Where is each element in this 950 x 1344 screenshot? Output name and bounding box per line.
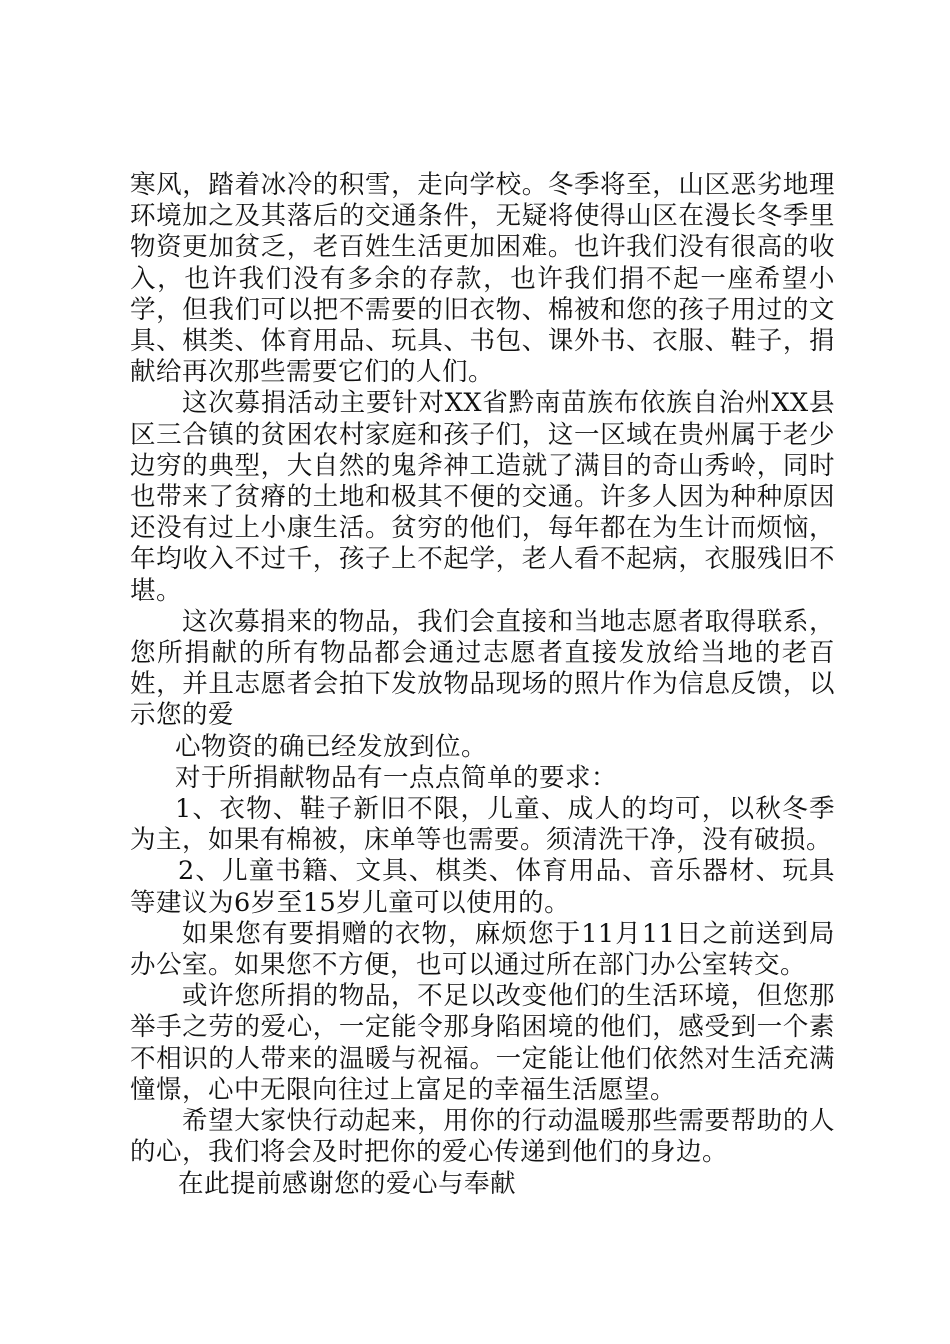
paragraph-thanks: 在此提前感谢您的爱心与奉献 [178, 1168, 517, 1199]
paragraph-target-region: 这次募捐活动主要针对XX省黔南苗族布依族自治州XX县区三合镇的贫困农村家庭和孩子们，这一区域在贵州属于老少边穷的典型，大自然的鬼斧神工造就了满目的奇山秀岭，同时也带来了贫瘠的土地和极其不便的交通。许多人因为种种原因还没有过上小康生活。贫穷的他们，每年都在为生计而烦恼，年均收入不过千，孩子上不起学，老人看不起病，衣服残旧不堪。 [130, 388, 835, 606]
paragraph-call-to-action: 希望大家快行动起来，用你的行动温暖那些需要帮助的人的心，我们将会及时把你的爱心传递到他们的身边。 [130, 1106, 835, 1168]
document-body [130, 170, 835, 1200]
paragraph-requirement-books: 2、儿童书籍、文具、棋类、体育用品、音乐器材、玩具等建议为6岁至15岁儿童可以使用的。 [130, 856, 835, 918]
paragraph-requirements-intro: 对于所捐献物品有一点点简单的要求： [175, 762, 618, 793]
paragraph-encouragement: 或许您所捐的物品，不足以改变他们的生活环境，但您那举手之劳的爱心，一定能令那身陷困境的他们，感受到一个素不相识的人带来的温暖与祝福。一定能让他们依然对生活充满憧憬，心中无限向往过上富足的幸福生活愿望。 [130, 981, 835, 1105]
paragraph-distribution-continued: 心物资的确已经发放到位。 [175, 731, 488, 762]
paragraph-requirement-clothing: 1、衣物、鞋子新旧不限，儿童、成人的均可，以秋冬季为主，如果有棉被，床单等也需要。须清洗干净，没有破损。 [130, 794, 835, 856]
paragraph-delivery: 如果您有要捐赠的衣物，麻烦您于11月11日之前送到局办公室。如果您不方便，也可以通过所在部门办公室转交。 [130, 918, 835, 981]
paragraph-winter-hardship: 寒风，踏着冰冷的积雪，走向学校。冬季将至，山区恶劣地理环境加之及其落后的交通条件，无疑将使得山区在漫长冬季里物资更加贫乏，老百姓生活更加困难。也许我们没有很高的收入，也许我们没有多余的存款，也许我们捐不起一座希望小学，但我们可以把不需要的旧衣物、棉被和您的孩子用过的文具、棋类、体育用品、玩具、书包、课外书、衣服、鞋子，捐献给再次那些需要它们的人们。 [130, 170, 835, 388]
paragraph-distribution: 这次募捐来的物品，我们会直接和当地志愿者取得联系，您所捐献的所有物品都会通过志愿者直接发放给当地的老百姓，并且志愿者会拍下发放物品现场的照片作为信息反馈，以示您的爱 [130, 606, 835, 731]
